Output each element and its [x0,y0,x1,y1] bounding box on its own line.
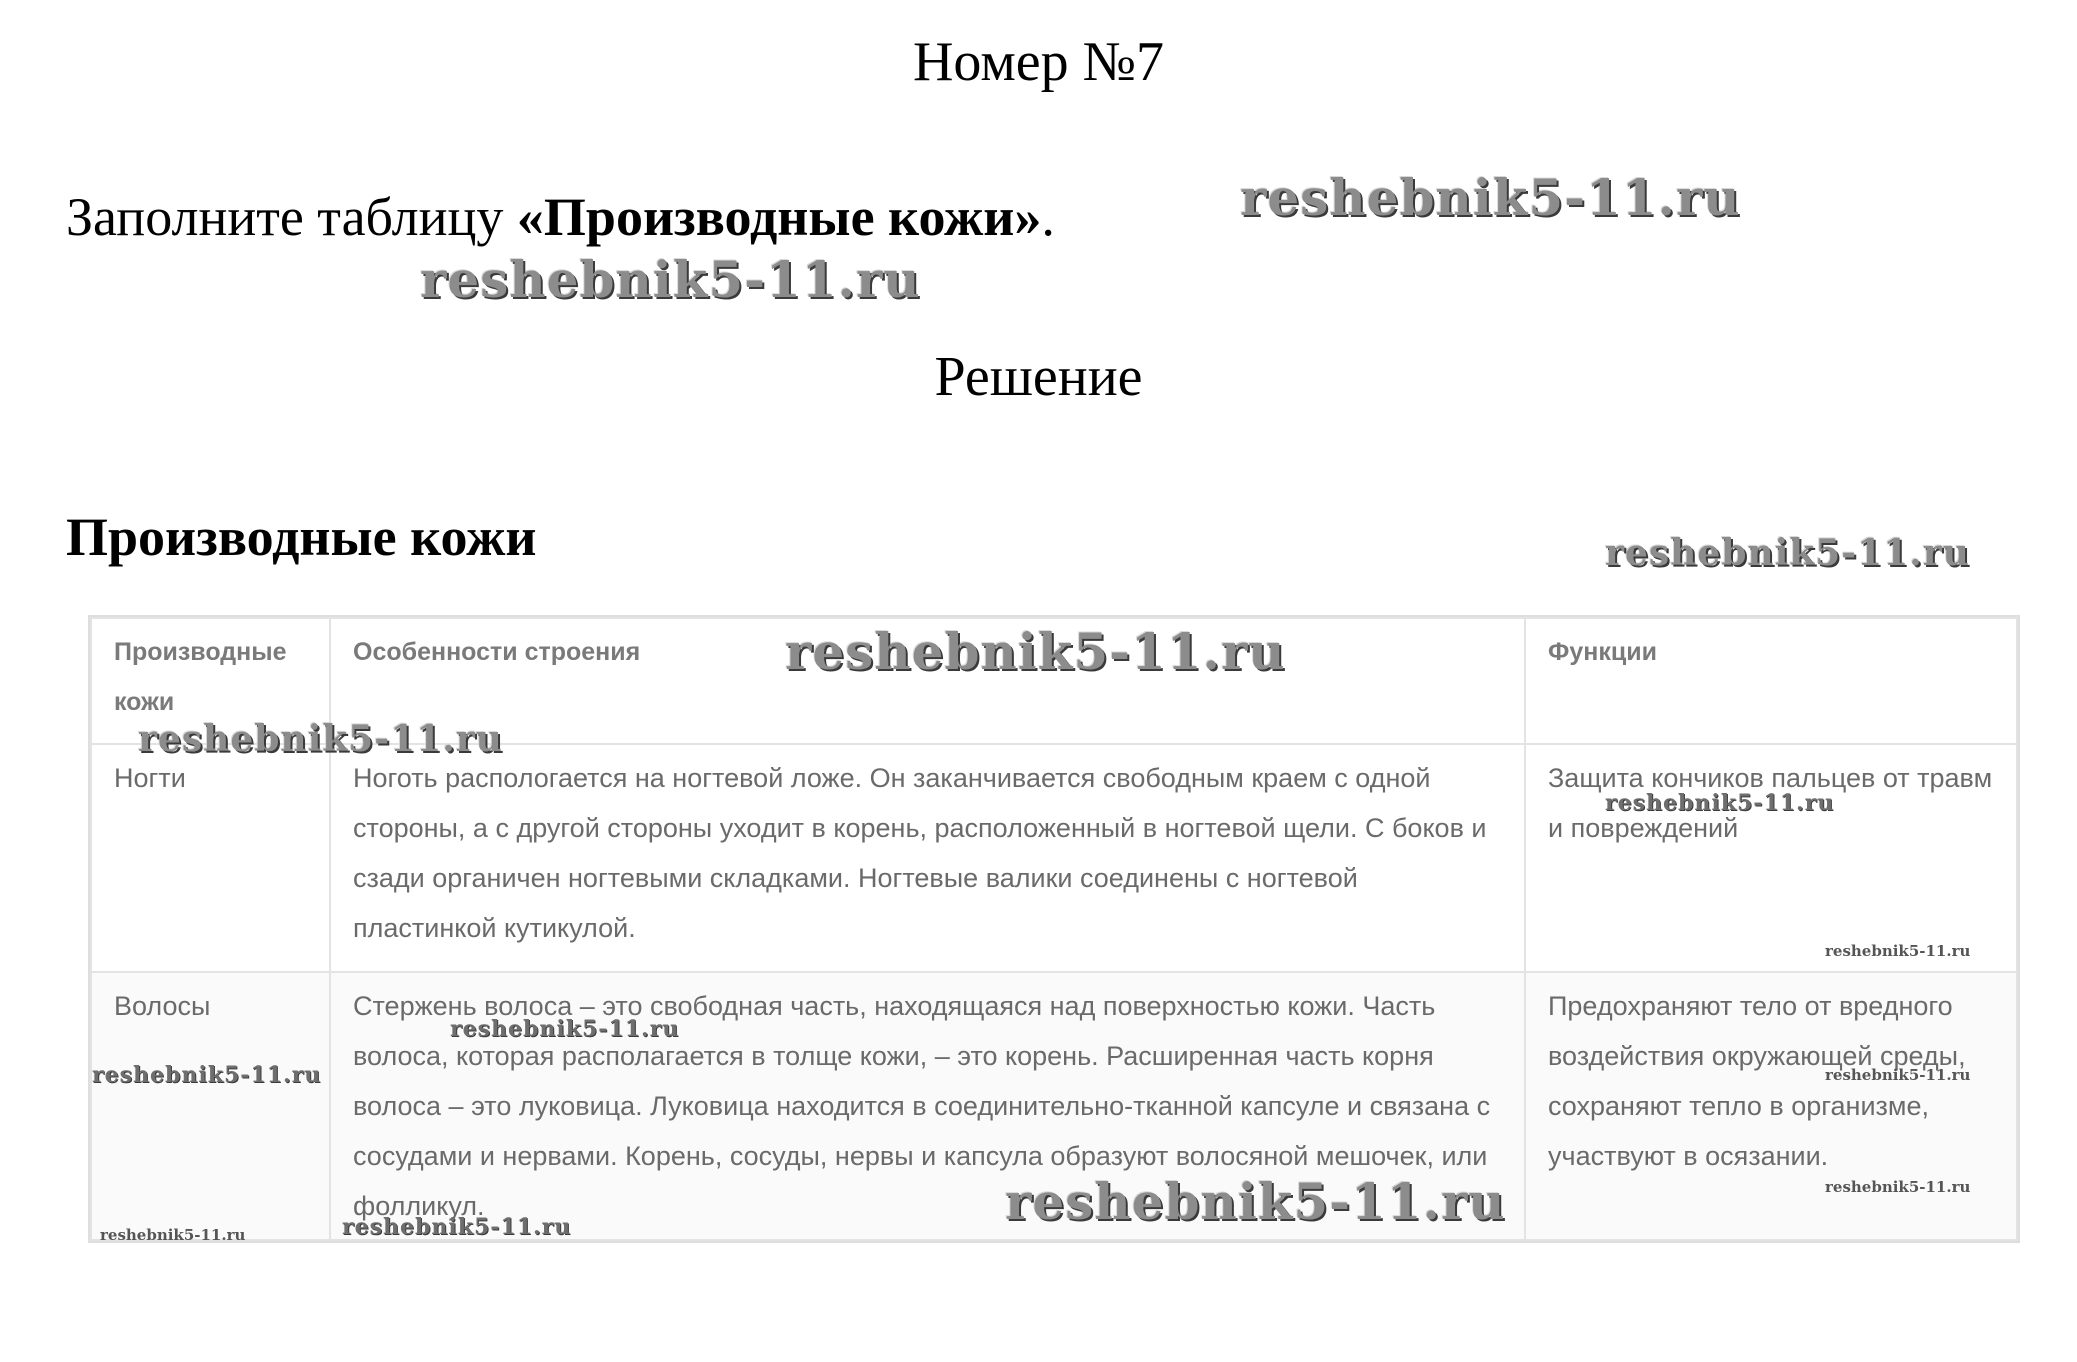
watermark: reshebnik5-11.ru [450,1016,680,1042]
watermark: reshebnik5-11.ru [1605,532,1970,574]
cell-derivative-name: Волосы [91,972,330,1240]
task-prefix: Заполните таблицу [66,187,517,247]
cell-structure: Стержень волоса – это свободная часть, находящаяся над поверхностью кожи. Часть волоса, которая располагается в толще кожи, – это корень. Расширенная часть корня волоса – это луковица. Луковица находится в соединительно-тканной капсуле и связана с сосудами и нервами. Корень, сосуды, нервы и капсула образуют волосяной мешочек, или фолликул. [330,972,1525,1240]
task-statement [66,185,1055,249]
data-table [90,617,2018,1241]
column-header-functions: Функции [1525,618,2017,744]
solution-label: Решение [934,346,1143,408]
watermark: reshebnik5-11.ru [1825,1066,1971,1084]
table-header-row [91,618,2017,744]
watermark: reshebnik5-11.ru [1240,168,1741,227]
watermark: reshebnik5-11.ru [1825,1178,1971,1196]
watermark: reshebnik5-11.ru [138,718,503,760]
watermark: reshebnik5-11.ru [92,1062,322,1088]
watermark: reshebnik5-11.ru [785,622,1286,681]
watermark: reshebnik5-11.ru [1005,1172,1506,1231]
table-row [91,972,2017,1240]
table-row [91,744,2017,972]
cell-function: Защита кончиков пальцев от травм и повреждений [1525,744,2017,972]
cell-function: Предохраняют тело от вредного воздействия окружающей среды, сохраняют тепло в организме, участвуют в осязании. [1525,972,2017,1240]
watermark: reshebnik5-11.ru [1605,790,1835,816]
task-table-name: «Производные кожи» [516,187,1042,247]
watermark: reshebnik5-11.ru [342,1214,572,1240]
task-suffix: . [1041,187,1055,247]
column-header-derivative: Производные кожи [91,618,330,744]
section-heading: Производные кожи [66,507,537,567]
derivatives-table [88,615,2020,1243]
cell-derivative-name: Ногти [91,744,330,972]
column-header-structure: Особенности строения [330,618,1525,744]
watermark: reshebnik5-11.ru [420,250,921,309]
page-title: Номер №7 [912,31,1165,93]
cell-structure: Ноготь распологается на ногтевой ложе. Он заканчивается свободным краем с одной стороны, а с другой стороны уходит в корень, расположенный в ногтевой щели. С боков и сзади органичен ногтевыми складками. Ногтевые валики соединены с ногтевой пластинкой кутикулой. [330,744,1525,972]
watermark: reshebnik5-11.ru [1825,942,1971,960]
watermark: reshebnik5-11.ru [100,1226,246,1244]
